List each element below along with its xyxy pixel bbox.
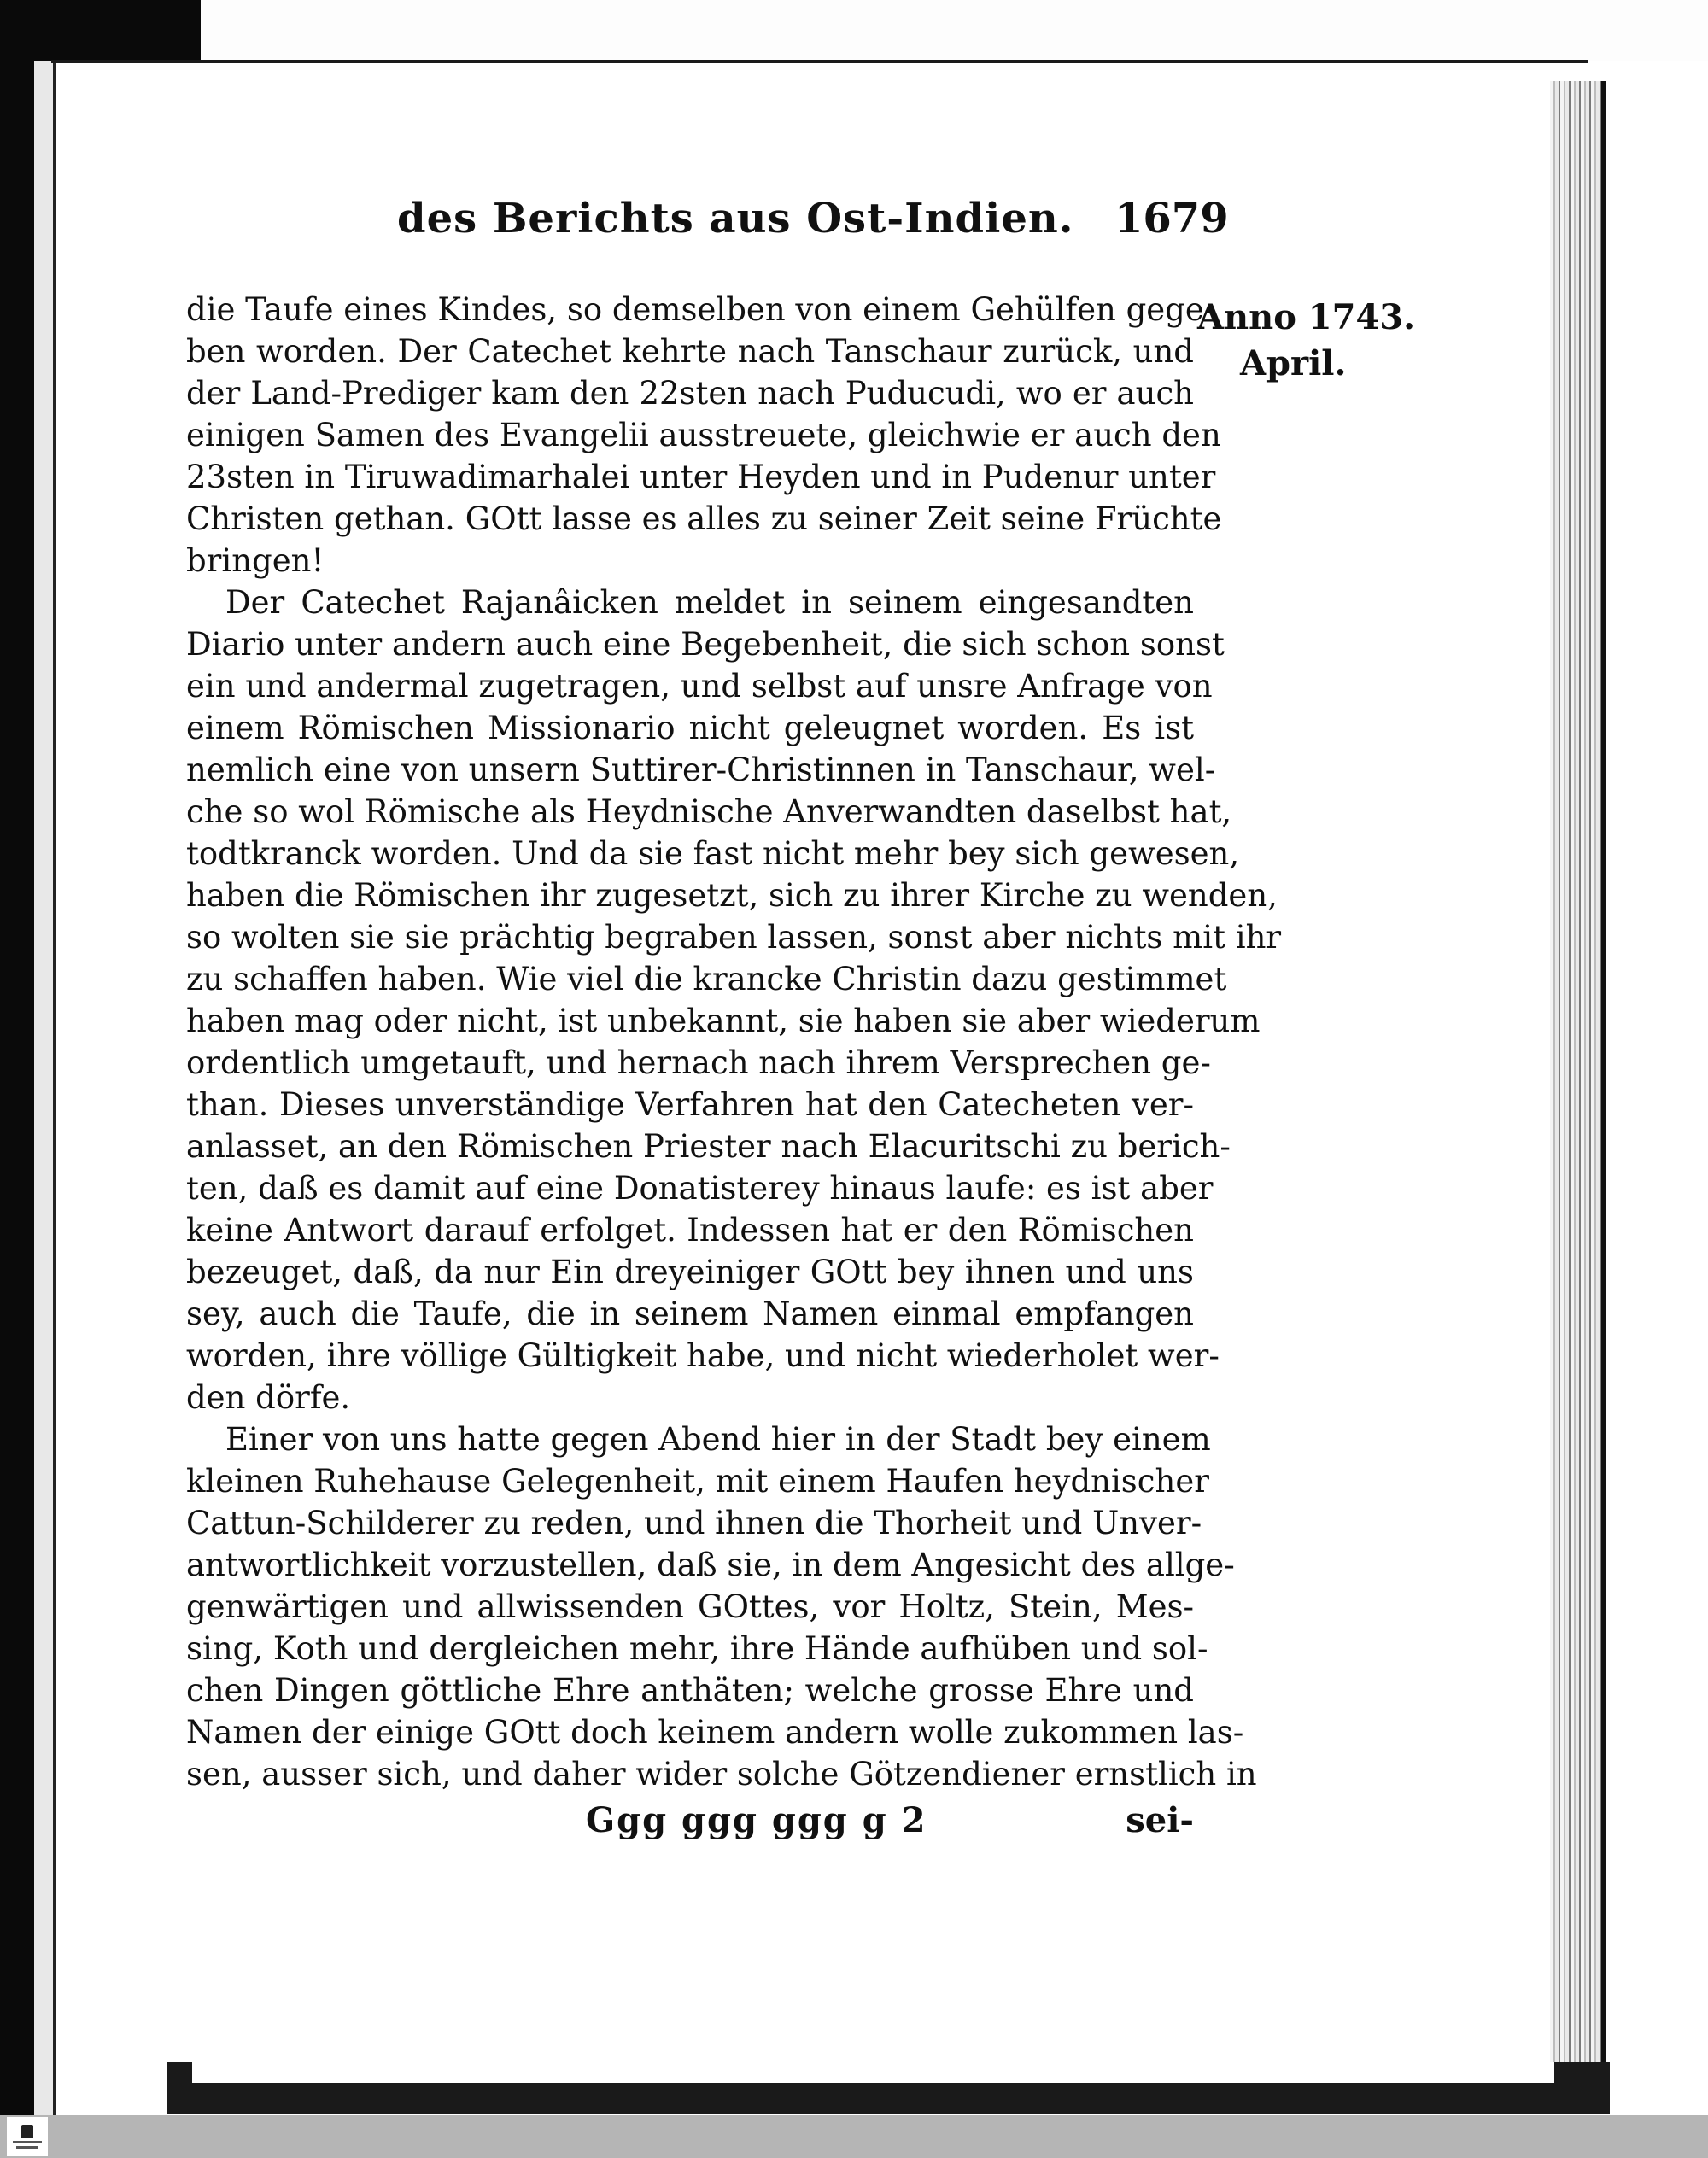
margin-year: Anno 1743. — [1197, 297, 1416, 337]
text-line: so wolten sie sie prächtig begraben lassen, sonst aber nichts mit ihr — [186, 919, 1282, 956]
printer-signature: Ggg ggg ggg g 2 — [586, 1800, 927, 1840]
page-bottom-edge — [192, 2062, 1554, 2083]
margin-month: April. — [1240, 343, 1347, 383]
text-line: che so wol Römische als Heydnische Anverwandten daselbst hat, — [186, 793, 1232, 830]
text-line: todtkranck worden. Und da sie fast nicht mehr bey sich gewesen, — [186, 835, 1240, 872]
book-gutter — [34, 61, 56, 2115]
text-line: Christen gethan. GOtt lasse es alles zu seiner Zeit seine Früchte — [186, 500, 1222, 537]
viewer-footer-bar — [0, 2115, 1708, 2158]
text-line: antwortlichkeit vorzustellen, daß sie, in dem Angesicht des allge- — [186, 1547, 1235, 1583]
text-line: sing, Koth und dergleichen mehr, ihre Hände aufhüben und sol- — [186, 1630, 1208, 1667]
text-line: haben die Römischen ihr zugesetzt, sich zu ihrer Kirche zu wenden, — [186, 877, 1278, 914]
margin-note — [1197, 295, 1416, 387]
text-line: keine Antwort darauf erfolget. Indessen hat er den Römischen — [186, 1212, 1194, 1249]
paragraph-3 — [186, 1418, 1257, 1795]
text-line: zu schaffen haben. Wie viel die krancke Christin dazu gestimmet — [186, 961, 1227, 997]
catchword: sei- — [1126, 1800, 1194, 1840]
text-line: genwärtigen und allwissenden GOttes, vor Holtz, Stein, Mes- — [186, 1588, 1194, 1625]
text-line: haben mag oder nicht, ist unbekannt, sie haben sie aber wiederum — [186, 1003, 1261, 1039]
text-line: nemlich eine von unsern Suttirer-Christinnen in Tanschaur, wel- — [186, 751, 1216, 788]
page-footer — [186, 1800, 1194, 1847]
text-line: den dörfe. — [186, 1379, 351, 1416]
text-line: Cattun-Schilderer zu reden, und ihnen die Thorheit und Unver- — [186, 1505, 1202, 1541]
text-line: chen Dingen göttliche Ehre anthäten; welche grosse Ehre und — [186, 1672, 1194, 1709]
scan-top-rule — [51, 60, 1588, 63]
page-header — [397, 195, 1229, 254]
text-line: sen, ausser sich, und daher wider solche Götzendiener ernstlich in — [186, 1756, 1257, 1792]
text-line: 23sten in Tiruwadimarhalei unter Heyden und in Pudenur unter — [186, 459, 1216, 495]
paragraph-1 — [186, 289, 1222, 582]
text-line: Der Catechet Rajanâicken meldet in seinem eingesandten — [225, 584, 1194, 621]
text-line: Namen der einige GOtt doch keinem andern wolle zukommen las- — [186, 1714, 1244, 1751]
page-edges-right — [1550, 81, 1606, 2071]
paragraph-2 — [186, 582, 1282, 1418]
text-line: einigen Samen des Evangelii ausstreuete, gleichwie er auch den — [186, 417, 1221, 453]
page-number: 1679 — [1114, 195, 1229, 243]
text-line: than. Dieses unverständige Verfahren hat den Catecheten ver- — [186, 1086, 1194, 1123]
text-line: Einer von uns hatte gegen Abend hier in der Stadt bey einem — [225, 1421, 1211, 1458]
text-line: bringen! — [186, 542, 325, 579]
running-head: des Berichts aus Ost-Indien. — [397, 195, 1074, 243]
text-line: einem Römischen Missionario nicht geleugnet worden. Es ist — [186, 710, 1194, 746]
body-text — [186, 289, 1282, 1795]
text-line: die Taufe eines Kindes, so demselben von einem Gehülfen gege- — [186, 291, 1215, 328]
text-line: bezeuget, daß, da nur Ein dreyeiniger GOtt bey ihnen und uns — [186, 1254, 1194, 1290]
library-logo-icon — [7, 2117, 48, 2156]
text-line: sey, auch die Taufe, die in seinem Namen einmal empfangen — [186, 1295, 1194, 1332]
text-line: ein und andermal zugetragen, und selbst auf unsre Anfrage von — [186, 668, 1213, 705]
text-line: Diario unter andern auch eine Begebenheit, die sich schon sonst — [186, 626, 1225, 663]
text-line: ordentlich umgetauft, und hernach nach ihrem Versprechen ge- — [186, 1044, 1211, 1081]
text-line: kleinen Ruhehause Gelegenheit, mit einem Haufen heydnischer — [186, 1463, 1209, 1500]
scan-left-border — [0, 0, 34, 2118]
text-line: ten, daß es damit auf eine Donatisterey hinaus laufe: es ist aber — [186, 1170, 1214, 1207]
scan-top-margin — [0, 0, 1708, 61]
text-line: anlasset, an den Römischen Priester nach Elacuritschi zu berich- — [186, 1128, 1231, 1165]
text-line: der Land-Prediger kam den 22sten nach Puducudi, wo er auch — [186, 375, 1194, 412]
text-line: worden, ihre völlige Gültigkeit habe, und nicht wiederholet wer- — [186, 1337, 1220, 1374]
text-line: ben worden. Der Catechet kehrte nach Tanschaur zurück, und — [186, 333, 1194, 370]
